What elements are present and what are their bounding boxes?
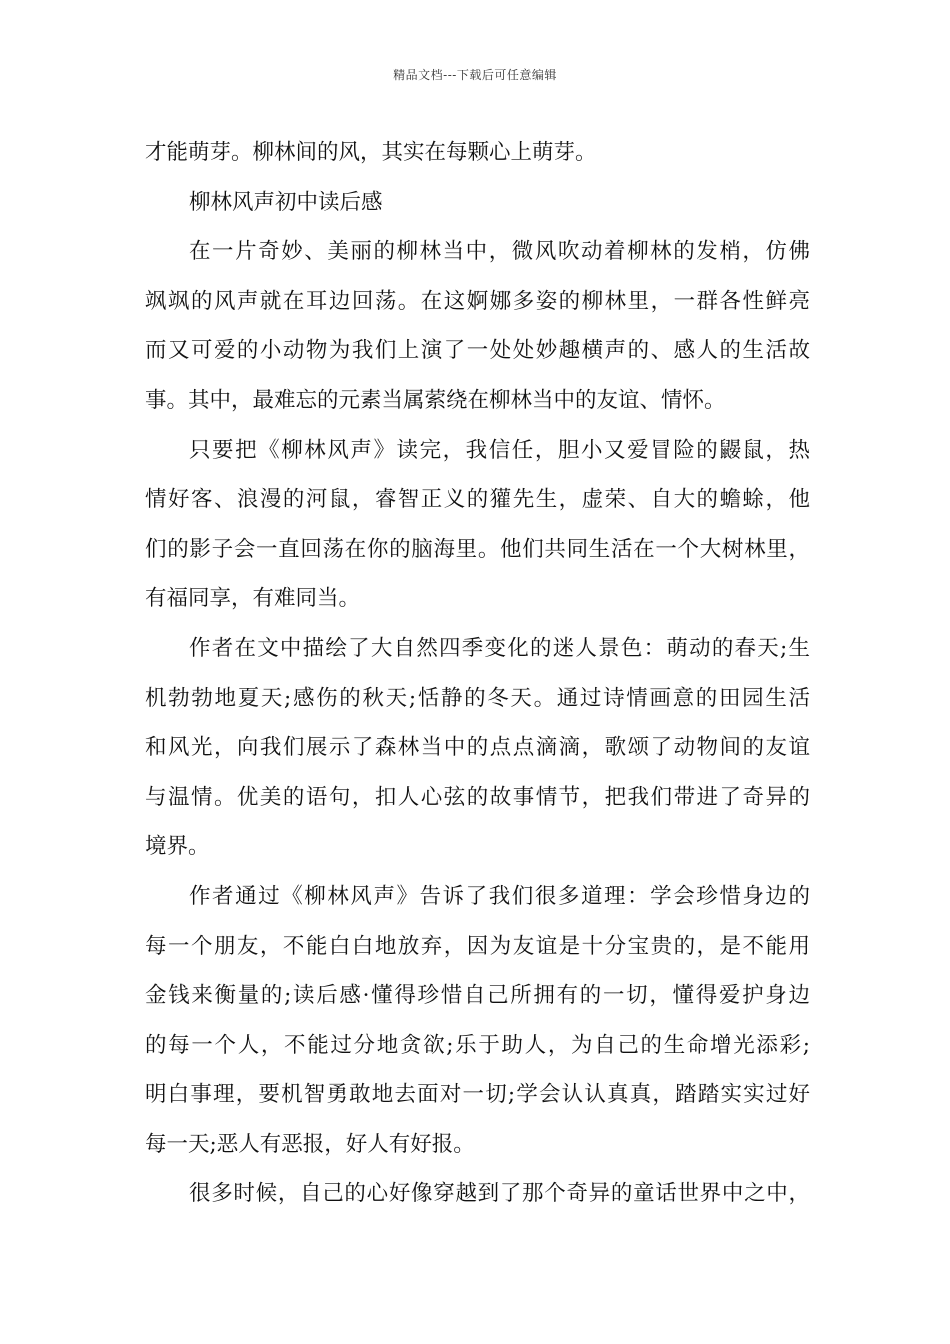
text-line: 与温情。优美的语句，扣人心弦的故事情节，把我们带进了奇异的 xyxy=(145,784,810,810)
page-header: 精品文档---下载后可任意编辑 xyxy=(393,68,557,82)
text-line: 事。其中，最难忘的元素当属萦绕在柳林当中的友谊、情怀。 xyxy=(145,387,726,413)
text-line: 有福同享，有难同当。 xyxy=(145,586,361,612)
text-line: 每一个朋友，不能白白地放弃，因为友谊是十分宝贵的，是不能用 xyxy=(145,933,810,959)
text-line: 情好客、浪漫的河鼠，睿智正义的獾先生，虚荣、自大的蟾蜍，他 xyxy=(145,487,810,513)
text-line: 才能萌芽。柳林间的风，其实在每颗心上萌芽。 xyxy=(145,140,597,165)
text-line: 们的影子会一直回荡在你的脑海里。他们共同生活在一个大树林里， xyxy=(145,536,810,562)
text-line: 机勃勃地夏天;感伤的秋天;恬静的冬天。通过诗情画意的田园生活 xyxy=(145,685,810,711)
text-line: 的每一个人，不能过分地贪欲;乐于助人，为自己的生命增光添彩; xyxy=(145,1032,810,1058)
text-line: 境界。 xyxy=(145,834,210,860)
text-line: 在一片奇妙、美丽的柳林当中，微风吹动着柳林的发梢，仿佛 xyxy=(189,239,810,265)
text-line: 明白事理，要机智勇敢地去面对一切;学会认认真真，踏踏实实过好 xyxy=(145,1082,810,1108)
section-title: 柳林风声初中读后感 xyxy=(189,189,383,215)
text-line: 作者在文中描绘了大自然四季变化的迷人景色：萌动的春天;生 xyxy=(189,635,810,661)
text-line: 飒飒的风声就在耳边回荡。在这婀娜多姿的柳林里，一群各性鲜亮 xyxy=(145,288,810,314)
text-line: 金钱来衡量的;读后感·懂得珍惜自己所拥有的一切，懂得爱护身边 xyxy=(145,983,810,1009)
text-line: 和风光，向我们展示了森林当中的点点滴滴，歌颂了动物间的友谊 xyxy=(145,735,810,761)
text-line: 而又可爱的小动物为我们上演了一处处妙趣横声的、感人的生活故 xyxy=(145,338,810,364)
text-line: 只要把《柳林风声》读完，我信任，胆小又爱冒险的鼹鼠，热 xyxy=(189,437,810,463)
text-line: 作者通过《柳林风声》告诉了我们很多道理：学会珍惜身边的 xyxy=(189,883,810,909)
text-line: 每一天;恶人有恶报，好人有好报。 xyxy=(145,1131,475,1157)
body-text xyxy=(145,128,810,1219)
text-line: 很多时候，自己的心好像穿越到了那个奇异的童话世界中之中， xyxy=(189,1181,810,1207)
